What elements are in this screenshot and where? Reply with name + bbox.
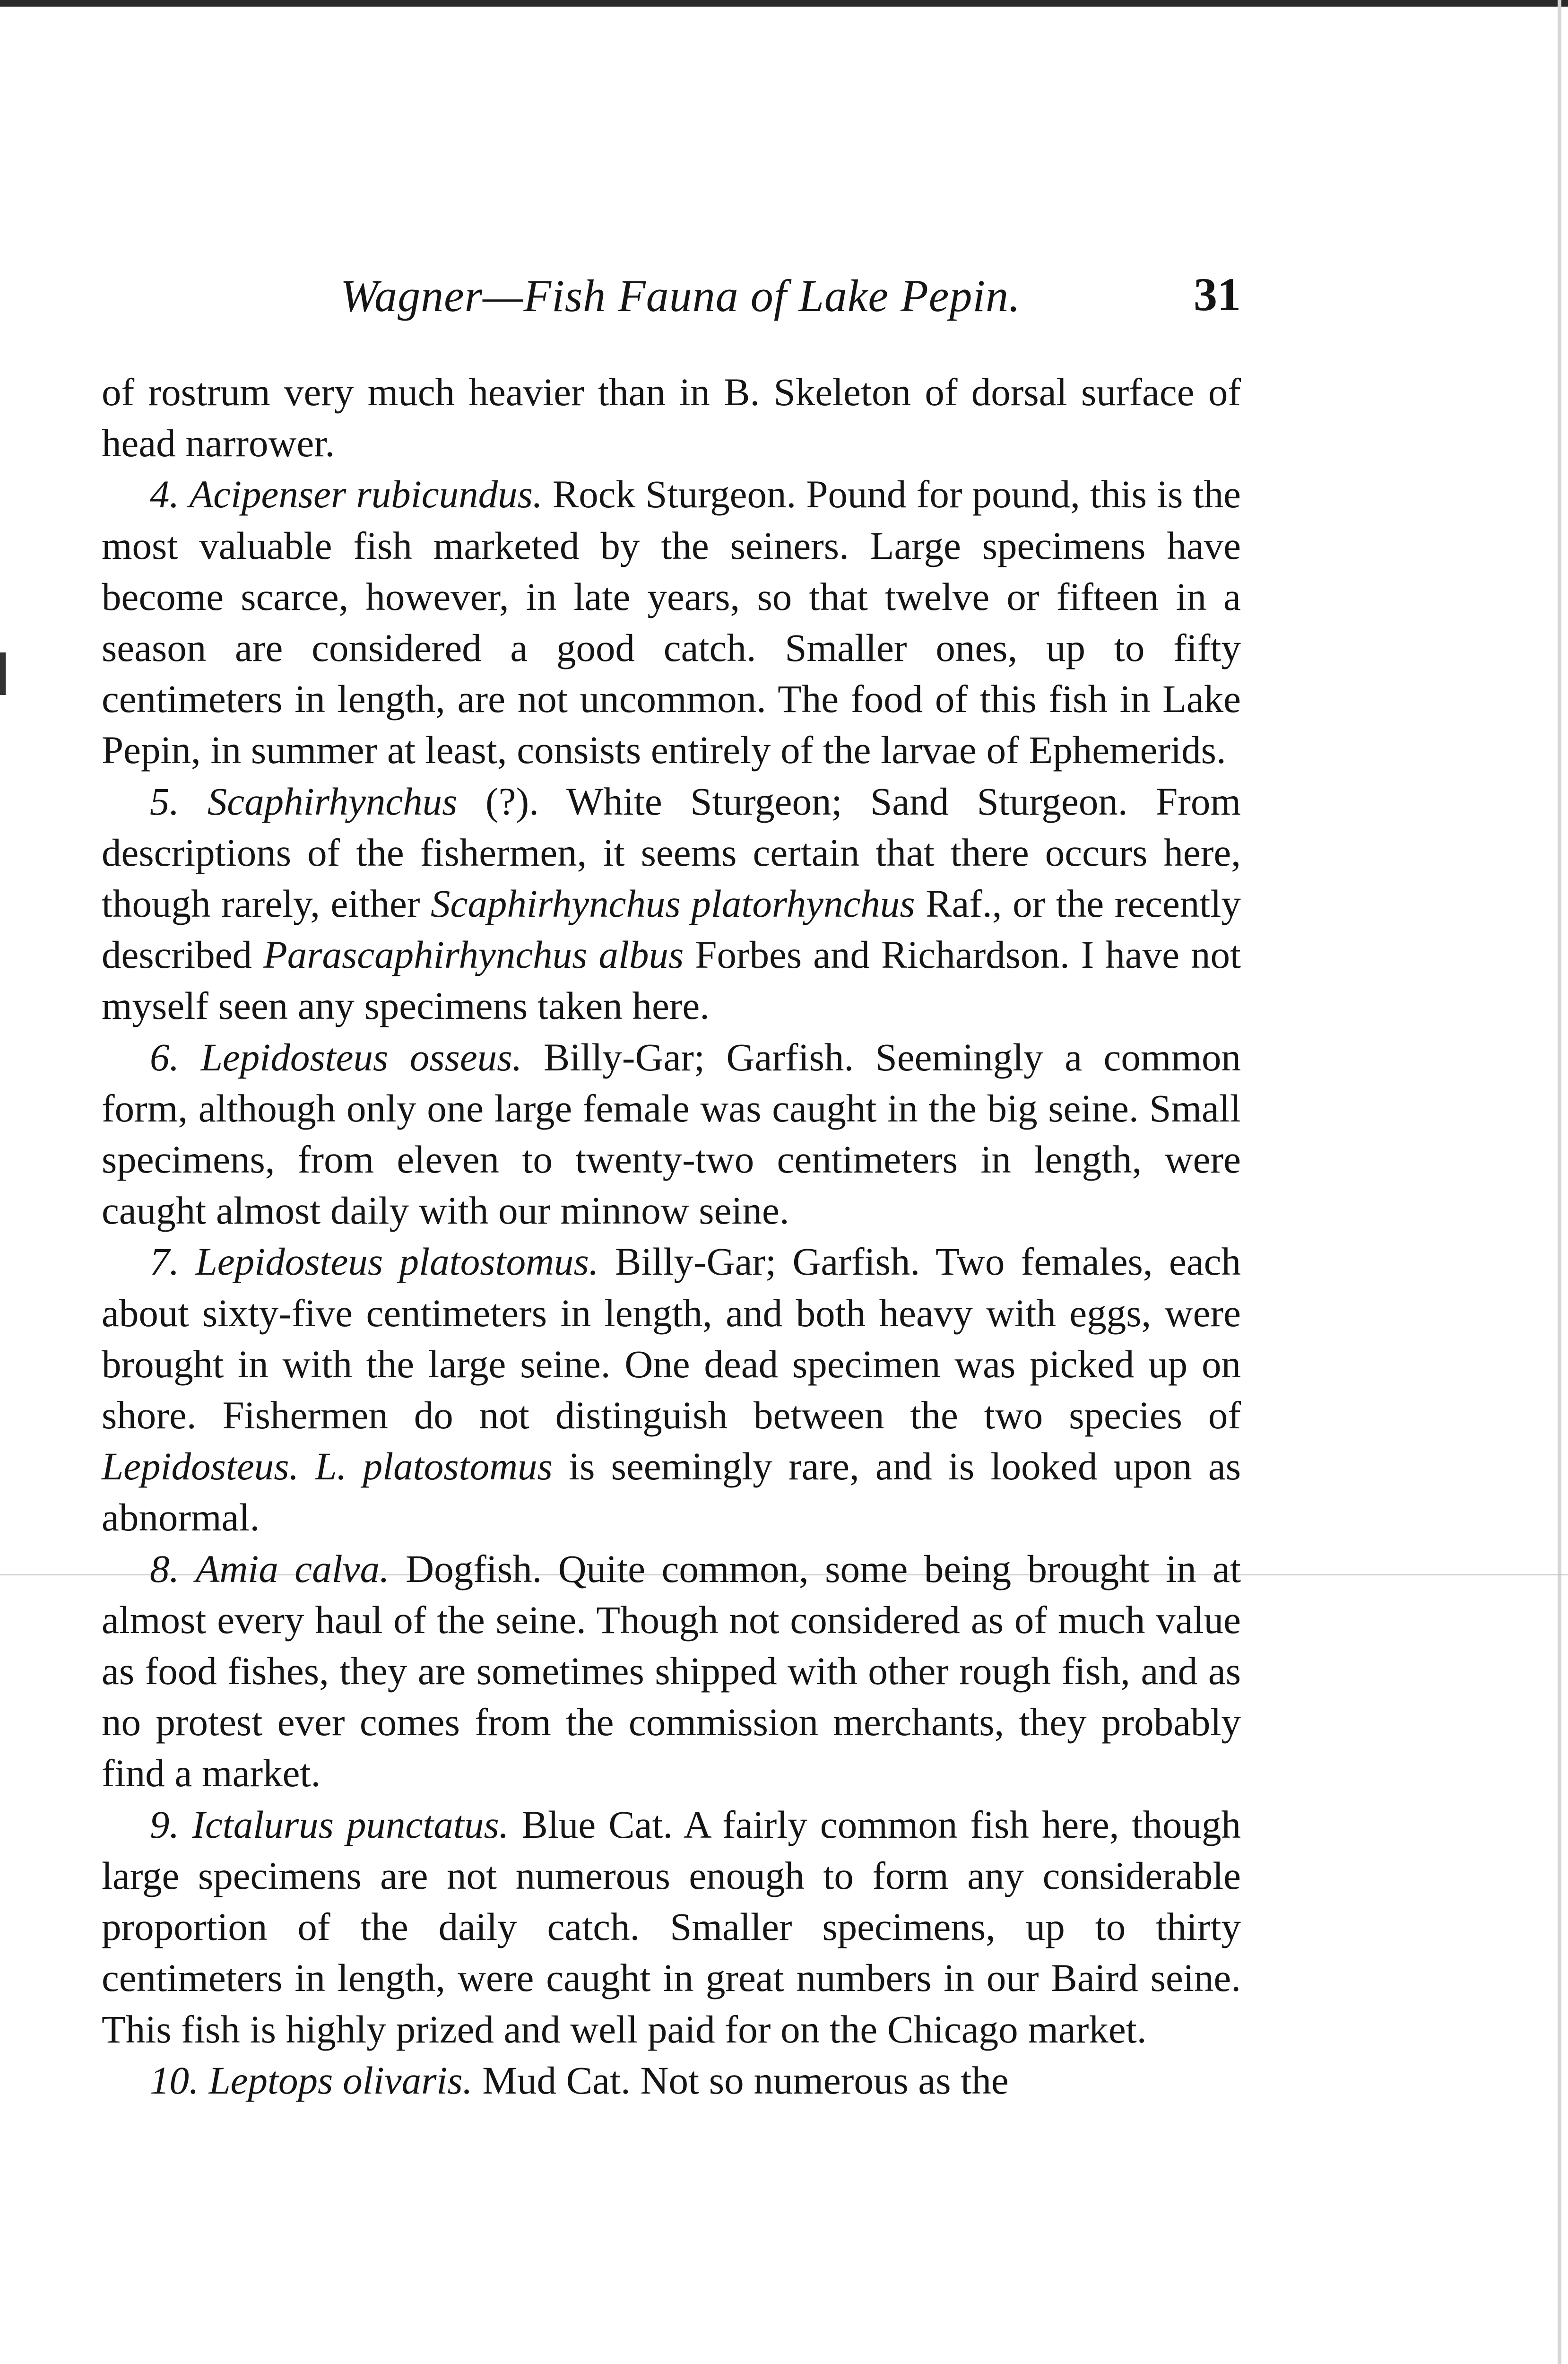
species-name: Lepidosteus platostomus.	[195, 1240, 599, 1284]
species-entry-7	[102, 1236, 1241, 1543]
scientific-name-inline: Parascaphirhynchus albus	[263, 933, 684, 977]
species-entry-9	[102, 1799, 1241, 2055]
entry-number: 7.	[150, 1240, 180, 1284]
species-entry-6	[102, 1032, 1241, 1236]
page-number: 31	[1194, 268, 1241, 321]
scan-top-border	[0, 0, 1568, 7]
scientific-name-inline: Lepidosteus. L. platostomus	[102, 1444, 553, 1488]
entry-text: Billy-Gar; Garfish. Two females, each about sixty-five centimeters in length, and both heavy with eggs, were brought in with the large seine. One dead specimen was picked up on shore. Fishermen do not distinguish between the two species of	[102, 1240, 1241, 1437]
species-entry-4	[102, 469, 1241, 775]
species-name: Ictalurus punctatus.	[192, 1802, 509, 1846]
entry-text: Rock Sturgeon. Pound for pound, this is the most valuable fish marketed by the seiners. Large specimens have become scarce, however, in late years, so that twelve or fifteen in a season are considered a good catch. Smaller ones, up to fifty centimeters in length, are not uncommon. The food of this fish in Lake Pepin, in summer at least, consists entirely of the larvae of Ephemerids.	[102, 472, 1241, 772]
entry-number: 5.	[150, 779, 180, 823]
species-entry-10	[102, 2055, 1241, 2106]
page-header	[102, 265, 1241, 326]
entry-text: Dogfish. Quite common, some being brought in at almost every haul of the seine. Though not considered as of much value as food fishes, they are sometimes shipped with other rough fish, and as no protest ever comes from the commission merchants, they probably find a market.	[102, 1547, 1241, 1795]
species-name: Acipenser rubicundus.	[189, 472, 543, 516]
entry-number: 4.	[150, 472, 180, 516]
entry-number: 8.	[150, 1547, 180, 1590]
entry-number: 6.	[150, 1035, 180, 1079]
species-name: Leptops olivaris.	[208, 2058, 473, 2102]
entry-text: Billy-Gar; Garfish. Seemingly a common form, although only one large female was caught in the big seine. Small specimens, from eleven to twenty-two centimeters in length, were caught almost daily with our minnow seine.	[102, 1035, 1241, 1233]
entry-text: Blue Cat. A fairly common fish here, though large specimens are not numerous enough to form any considerable proportion of the daily catch. Smaller specimens, up to thirty centimeters in length, were caught in great numbers in our Baird seine. This fish is highly prized and well paid for on the Chicago market.	[102, 1802, 1241, 2051]
species-entry-5	[102, 776, 1241, 1032]
entry-number: 9.	[150, 1802, 180, 1846]
entry-text: is seemingly rare, and is looked upon as abnormal.	[102, 1444, 1241, 1539]
entry-number: 10.	[150, 2058, 199, 2102]
species-entry-8	[102, 1543, 1241, 1799]
species-name: Lepidosteus osseus.	[200, 1035, 522, 1079]
scientific-name-inline: Scaphirhynchus platorhynchus	[431, 882, 915, 926]
scan-edge-mark	[0, 652, 6, 695]
species-name: Amia calva.	[195, 1547, 390, 1590]
continuation-paragraph: of rostrum very much heavier than in B. Skeleton of dorsal surface of head narrower.	[102, 370, 1241, 465]
scan-right-border	[1558, 0, 1561, 2364]
entry-text: Forbes and Richardson. I have not myself seen any specimens taken here.	[102, 933, 1241, 1028]
entry-text: Raf., or the recently described	[102, 882, 1241, 977]
page-body	[102, 366, 1241, 2106]
entry-text: White Sturgeon; Sand Sturgeon. From descriptions of the fishermen, it seems certain that there occurs here, though rarely, either	[102, 779, 1241, 926]
species-name: Scaphirhynchus	[207, 779, 458, 823]
entry-text: Mud Cat. Not so numerous as the	[482, 2058, 1009, 2102]
running-title: Wagner—Fish Fauna of Lake Pepin.	[340, 270, 1021, 321]
species-qualifier: (?).	[485, 779, 539, 823]
